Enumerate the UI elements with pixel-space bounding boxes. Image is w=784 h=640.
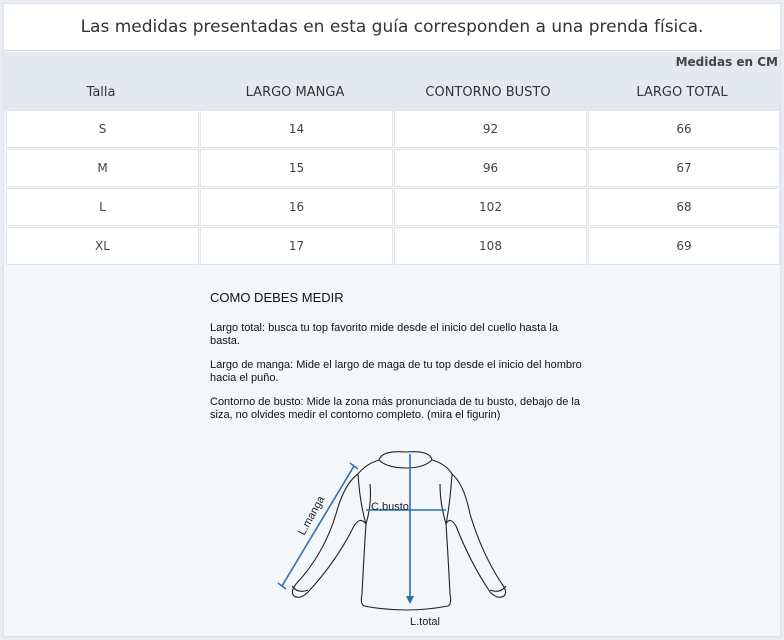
cell-size: L — [6, 188, 199, 226]
header-total-length: LARGO TOTAL — [636, 85, 728, 100]
size-table — [6, 110, 780, 266]
info-banner — [4, 4, 780, 51]
guide-total-length: Largo total: busca tu top favorito mide desde el inicio del cuello hasta la basta. — [210, 322, 558, 347]
sleeve-measure-cap — [350, 463, 358, 469]
header-sleeve-length: LARGO MANGA — [245, 85, 345, 100]
cell-bust: 102 — [394, 188, 587, 226]
cell-sleeve: 17 — [200, 227, 393, 265]
top-outline-icon — [292, 452, 506, 610]
cell-total: 69 — [588, 227, 780, 265]
table-row — [6, 227, 780, 265]
units-label: Medidas en CM — [675, 55, 778, 69]
cell-total: 67 — [588, 149, 780, 187]
cell-bust: 108 — [394, 227, 587, 265]
cell-total: 66 — [588, 110, 780, 148]
cell-bust: 96 — [394, 149, 587, 187]
table-row — [6, 110, 780, 148]
sleeve-measure-line — [282, 466, 354, 586]
bust-label: C.busto — [371, 501, 409, 513]
cell-bust: 92 — [394, 110, 587, 148]
cell-sleeve: 16 — [200, 188, 393, 226]
cell-size: S — [6, 110, 199, 148]
total-length-label: L.total — [410, 616, 440, 628]
cell-total: 68 — [588, 188, 780, 226]
guide-sleeve-length: Largo de manga: Mide el largo de maga de tu top desde el inicio del hombro hacia el puño. — [210, 359, 582, 384]
cell-sleeve: 14 — [200, 110, 393, 148]
banner-text: Las medidas presentadas en esta guía corresponden a una prenda física. — [80, 17, 704, 37]
table-header — [4, 52, 780, 110]
size-guide-panel — [3, 3, 781, 637]
cell-size: XL — [6, 227, 199, 265]
guide-bust: Contorno de busto: Mide la zona más pronunciada de tu busto, debajo de la siza, no olvides medir el contorno completo. (mira el figurin) — [210, 396, 580, 421]
cell-size: M — [6, 149, 199, 187]
sleeve-label: L.manga — [296, 494, 328, 538]
table-row — [6, 188, 780, 226]
header-size: Talla — [86, 85, 116, 100]
garment-figure — [274, 444, 524, 634]
sleeve-measure-cap — [278, 583, 286, 589]
measuring-guide — [210, 290, 590, 433]
arrow-down-icon — [406, 596, 414, 604]
cell-sleeve: 15 — [200, 149, 393, 187]
table-row — [6, 149, 780, 187]
header-bust: CONTORNO BUSTO — [425, 85, 551, 100]
guide-title: COMO DEBES MEDIR — [210, 290, 344, 305]
